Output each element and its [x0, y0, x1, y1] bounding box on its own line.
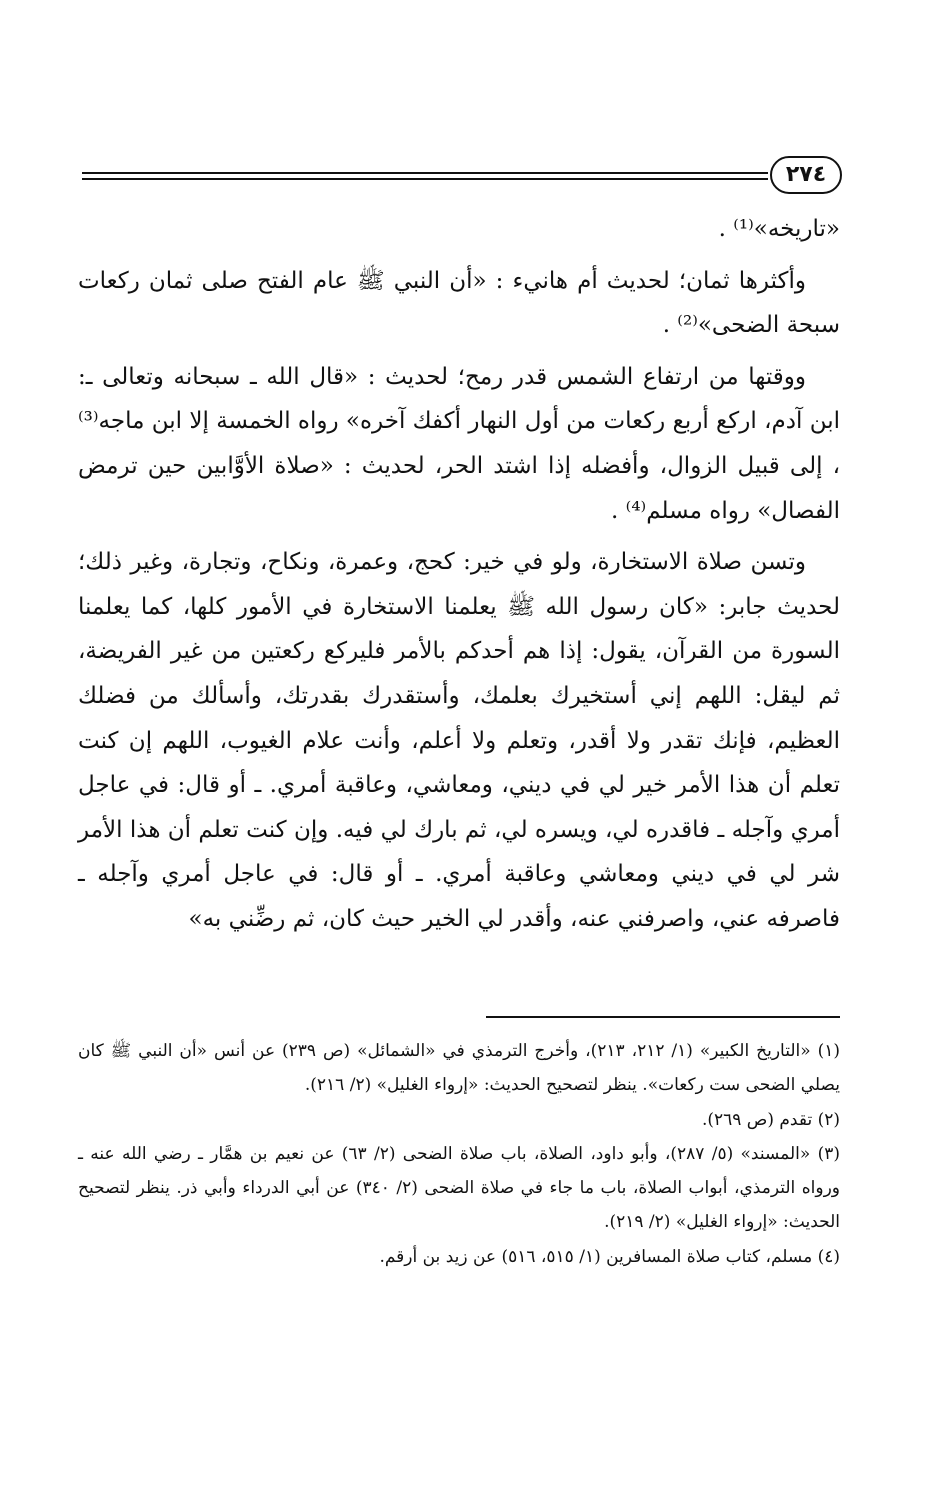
paragraph: وتسن صلاة الاستخارة، ولو في خير: كحج، وعمرة، ونكاح، وتجارة، وغير ذلك؛ لحديث جابر: «كان رسول الله ﷺ يعلمنا الاستخارة في الأمور كلها، كما يعلمنا السورة من القرآن، يقول: إذا هم أحدكم بالأمر فليركع ركعتين من غير الفريضة، ثم ليقل: اللهم إني أستخيرك بعلمك، وأستقدرك بقدرتك، وأسألك من فضلك العظيم، فإنك تقدر ولا أقدر، وتعلم ولا أعلم، وأنت علام الغيوب، اللهم إن كنت تعلم أن هذا الأمر خير لي في ديني، ومعاشي، وعاقبة أمري. ـ أو قال: في عاجل أمري وآجله ـ فاقدره لي، ويسره لي، ثم بارك لي فيه. وإن كنت تعلم أن هذا الأمر شر لي في ديني ومعاشي وعاقبة أمري. ـ أو قال: في عاجل أمري وآجله ـ فاصرفه عني، واصرفني عنه، وأقدر لي الخير حيث كان، ثم رضِّني به»: [78, 549, 840, 932]
footnote-3: (٣) «المسند» (٥/ ٢٨٧)، وأبو داود، الصلاة، باب صلاة الضحى (٢/ ٦٣) عن نعيم بن همَّار ـ رضي الله عنه ـ ورواه الترمذي، أبواب الصلاة، باب ما جاء في صلاة الضحى (٢/ ٣٤٠) عن أبي الدرداء وأبي ذر. ينظر لتصحيح الحديث: «إرواء الغليل» (٢/ ٢١٩).: [78, 1143, 840, 1233]
header-rule-double: [82, 178, 768, 180]
footnote-separator: [486, 1016, 840, 1018]
paragraph-continuation: «تاريخه»⁽¹⁾ .: [718, 216, 840, 242]
page-number: ٢٧٤: [770, 156, 842, 194]
footnote-2: (٢) تقدم (ص ٢٦٩).: [701, 1109, 840, 1130]
footnote-4: (٤) مسلم، كتاب صلاة المسافرين (١/ ٥١٥، ٥١٦) عن زيد بن أرقم.: [379, 1246, 840, 1267]
footnotes: [78, 1034, 840, 1274]
page-header: [82, 156, 842, 196]
main-text: [78, 207, 840, 942]
paragraph: ووقتها من ارتفاع الشمس قدر رمح؛ لحديث : «قال الله ـ سبحانه وتعالى ـ: ابن آدم، اركع أربع ركعات من أول النهار أكفك آخره» رواه الخمسة إلا ابن ماجه⁽³⁾ ، إلى قبيل الزوال، وأفضله إذا اشتد الحر، لحديث : «صلاة الأوَّابين حين ترمض الفصال» رواه مسلم⁽⁴⁾ .: [78, 363, 840, 524]
paragraph: وأكثرها ثمان؛ لحديث أم هانيء : «أن النبي ﷺ عام الفتح صلى ثمان ركعات سبحة الضحى»⁽²⁾ .: [78, 267, 840, 339]
footnote-1: (١) «التاريخ الكبير» (١/ ٢١٢، ٢١٣)، وأخرج الترمذي في «الشمائل» (ص ٢٣٩) عن أنس «أن النبي ﷺ كان يصلي الضحى ست ركعات». ينظر لتصحيح الحديث: «إرواء الغليل» (٢/ ٢١٦).: [78, 1041, 840, 1096]
header-rule: [82, 172, 768, 174]
